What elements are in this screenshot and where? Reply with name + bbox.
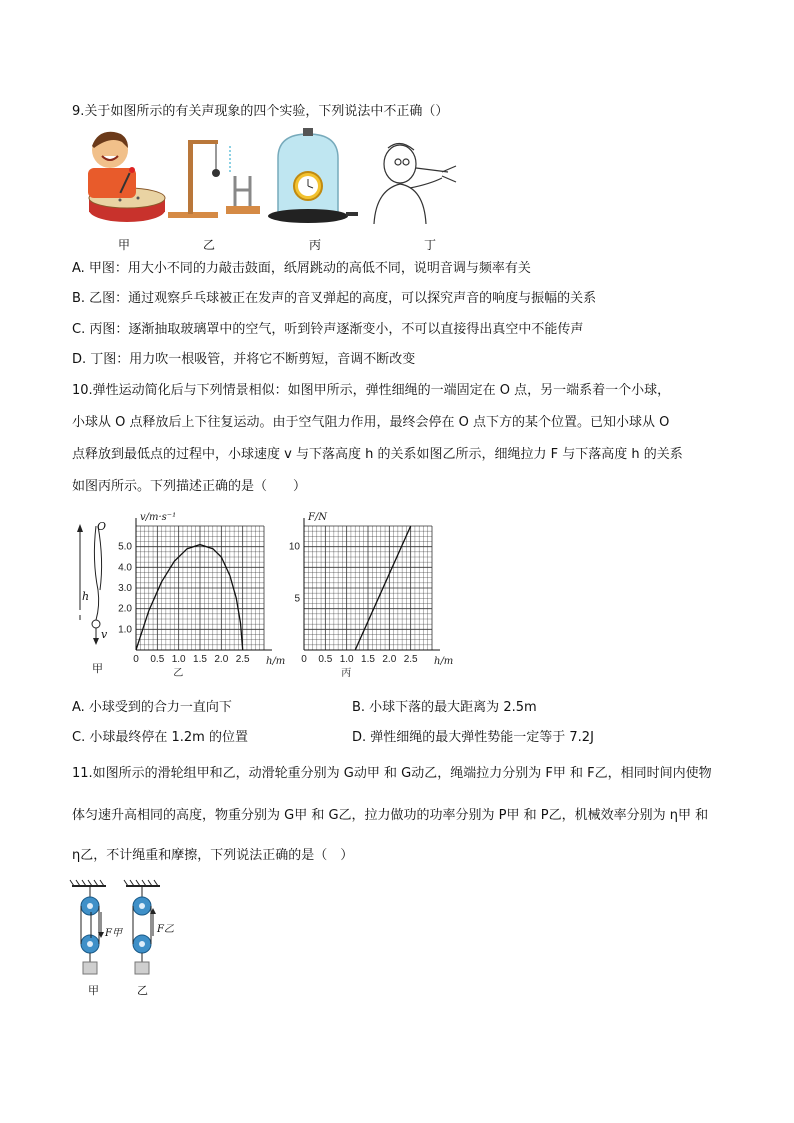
y-axis-label: v/m·s⁻¹: [140, 512, 177, 523]
q10-line-4: 如图丙所示。下列描述正确的是（ ）: [72, 479, 307, 494]
x-tick-label: 2.5: [235, 654, 250, 665]
x-tick-label: 1.0: [171, 654, 186, 665]
q9-fig-label-ding: 丁: [424, 238, 437, 252]
q9-option-c: C. 丙图：逐渐抽取玻璃罩中的空气，听到铃声逐渐变小，不可以直接得出真空中不能传声: [72, 322, 584, 337]
y-tick-label: 4.0: [118, 562, 132, 574]
q10-option-a: A. 小球受到的合力一直向下: [72, 700, 232, 715]
x-axis-label: h/m: [434, 656, 454, 667]
pulley-yi: [124, 880, 160, 974]
q11-fig-label-jia: 甲: [88, 984, 99, 997]
q10-option-d: D. 弹性细绳的最大弹性势能一定等于 7.2J: [352, 730, 594, 745]
chart-caption: 乙: [173, 668, 184, 679]
force-label-yi: F乙: [157, 924, 174, 935]
elastic-cord-figure: [74, 520, 114, 680]
bell-jar-illustration: [268, 128, 358, 223]
fig-jia-caption: 甲: [92, 662, 103, 675]
q9-option-a: A. 甲图：用大小不同的力敲击鼓面，纸屑跳动的高低不同，说明音调与频率有关: [72, 261, 531, 276]
q10-line-3: 点释放到最低点的过程中，小球速度 v 与下落高度 h 的关系如图乙所示，细绳拉力 F 与下落高度 h 的关系: [72, 447, 683, 462]
y-tick-label: 5: [294, 593, 300, 605]
x-axis-label: h/m: [266, 656, 286, 667]
q10-option-b: B. 小球下落的最大距离为 2.5m: [352, 700, 537, 715]
x-tick-label: 1.0: [339, 654, 354, 665]
y-tick-label: 1.0: [118, 624, 132, 636]
chart-force-height: [280, 510, 454, 680]
q9-stem: 9.关于如图所示的有关声现象的四个实验，下列说法中不正确（）: [72, 104, 449, 119]
q11-fig-label-yi: 乙: [137, 984, 148, 997]
pulley-jia: [70, 880, 106, 974]
q9-option-b: B. 乙图：通过观察乒乓球被正在发声的音叉弹起的高度，可以探究声音的响度与振幅的关系: [72, 291, 597, 306]
x-tick-label: 2.5: [403, 654, 418, 665]
x-tick-label: 0.5: [318, 654, 333, 665]
label-h: h: [82, 590, 90, 603]
q9-figures: [70, 128, 480, 238]
straw-man-illustration: [374, 143, 456, 224]
q11-line-2: 体匀速升高相同的高度，物重分别为 G甲 和 G乙，拉力做功的功率分别为 P甲 和 P乙，机械效率分别为 η甲 和: [72, 808, 709, 823]
chart-caption: 丙: [341, 668, 352, 679]
q10-option-c: C. 小球最终停在 1.2m 的位置: [72, 730, 248, 745]
q9-fig-label-jia: 甲: [118, 238, 131, 252]
chart-velocity-height: [112, 510, 286, 680]
q10-line-2: 小球从 O 点释放后上下往复运动。由于空气阻力作用，最终会停在 O 点下方的某个位置。已知小球从 O: [72, 415, 670, 430]
y-tick-label: 2.0: [118, 603, 132, 615]
y-tick-label: 3.0: [118, 583, 132, 594]
q9-fig-label-yi: 乙: [203, 238, 216, 252]
drum-boy-illustration: [88, 132, 165, 222]
x-tick-label: 0: [133, 654, 139, 665]
y-tick-label: 10: [288, 541, 300, 553]
x-tick-label: 2.0: [214, 654, 229, 665]
q11-line-1: 11.如图所示的滑轮组甲和乙，动滑轮重分别为 G动甲 和 G动乙，绳端拉力分别为 F甲 和 F乙，相同时间内使物: [72, 766, 712, 781]
q9-option-d: D. 丁图：用力吹一根吸管，并将它不断剪短，音调不断改变: [72, 352, 416, 367]
q9-fig-label-bing: 丙: [309, 238, 322, 252]
x-tick-label: 1.5: [193, 654, 207, 665]
series-line: [136, 545, 243, 650]
x-tick-label: 0: [301, 654, 307, 665]
q11-line-3: η乙，不计绳重和摩擦，下列说法正确的是（ ）: [72, 848, 354, 863]
force-label-jia: F甲: [105, 928, 122, 939]
x-tick-label: 2.0: [382, 654, 397, 665]
x-tick-label: 0.5: [150, 654, 165, 665]
q10-line-1: 10.弹性运动简化后与下列情景相似：如图甲所示，弹性细绳的一端固定在 O 点，另一端系着一个小球，: [72, 383, 671, 398]
x-tick-label: 1.5: [361, 654, 375, 665]
tuning-fork-illustration: [168, 140, 260, 218]
label-v: v: [101, 628, 108, 641]
y-axis-label: F/N: [308, 512, 328, 523]
label-O: O: [97, 520, 107, 533]
y-tick-label: 5.0: [118, 541, 132, 553]
